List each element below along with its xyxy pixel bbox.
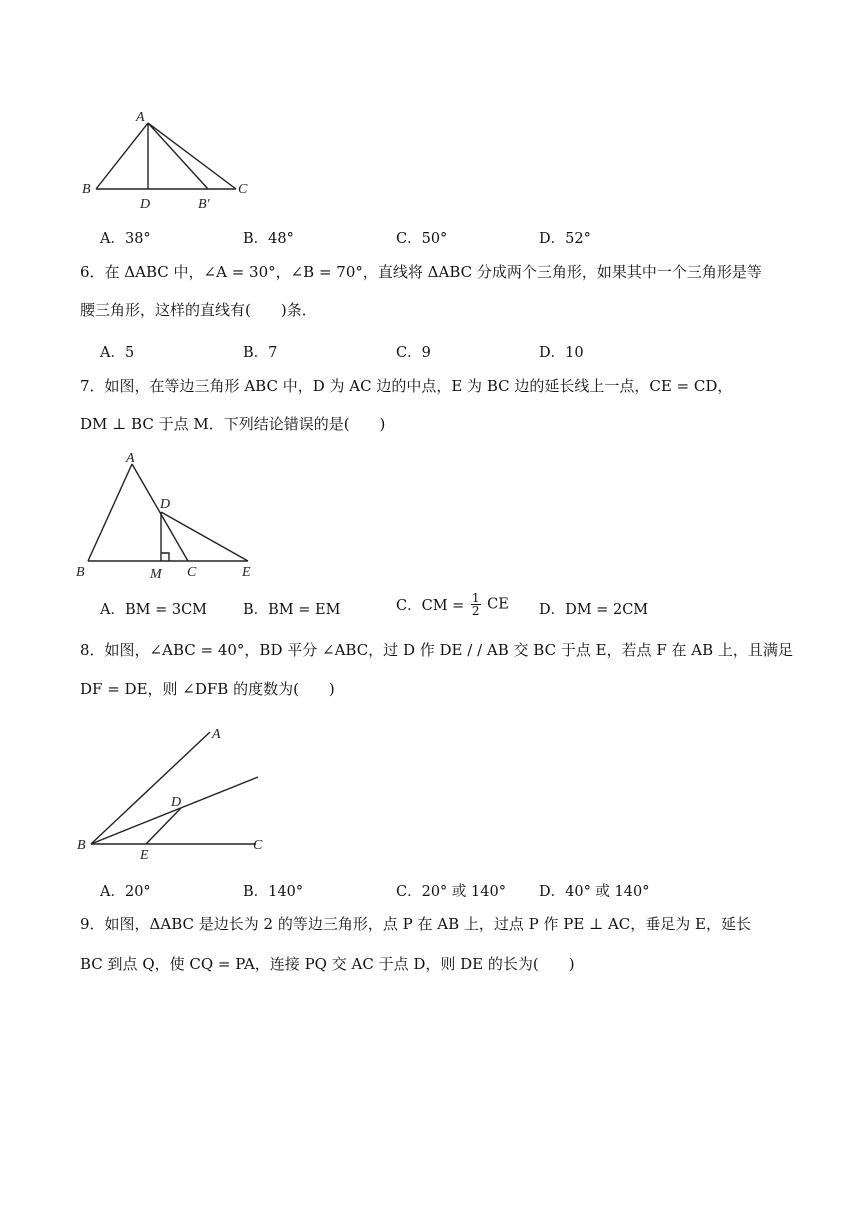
q9-stem-line1: 9．如图，ΔABC 是边长为 2 的等边三角形，点 P 在 AB 上，过点 P 作 PE ⊥ AC，垂足为 E，延长 [80,915,751,933]
q8-figure [70,720,280,865]
q8-option-b[interactable]: B．140° [243,884,304,900]
q6-option-a[interactable]: A．5 [100,345,135,361]
q8-label-a: A [212,727,221,742]
q5-label-d: D [140,197,151,212]
q8-stem-line2: DF = DE，则 ∠DFB 的度数为( ) [80,680,335,698]
q7-stem-line1: 7．如图，在等边三角形 ABC 中，D 为 AC 边的中点，E 为 BC 边的延长线上一点，CE = CD， [80,377,733,395]
q8-segment-de [146,808,181,844]
q6-option-b[interactable]: B．7 [243,345,278,361]
q8-stem-line1: 8．如图，∠ABC = 40°，BD 平分 ∠ABC，过 D 作 DE / / AB 交 BC 于点 E，若点 F 在 AB 上，且满足 [80,641,793,659]
q5-side-ac [148,123,236,189]
q5-option-d[interactable]: D．52° [539,231,591,247]
q6-stem-line2: 腰三角形，这样的直线有( )条． [80,301,317,319]
q7-label-b: B [76,565,85,580]
q5-segment-abp [148,123,208,189]
q8-label-c: C [253,838,263,853]
q7-option-c-fraction [471,592,481,617]
q7-label-m: M [150,567,162,582]
q5-figure [70,105,270,215]
q5-option-b[interactable]: B．48° [243,231,294,247]
q6-option-d[interactable]: D．10 [539,345,584,361]
q7-option-c[interactable] [396,592,509,617]
q6-option-c[interactable]: C．9 [396,345,431,361]
q5-label-bprime: B′ [198,197,210,212]
q5-side-ab [96,123,148,189]
q9-stem-line2: BC 到点 Q，使 CQ = PA，连接 PQ 交 AC 于点 D，则 DE 的长为( ) [80,955,575,973]
q8-label-b: B [77,838,86,853]
q7-right-angle-mark [161,553,169,561]
q6-stem-line1: 6．在 ΔABC 中，∠A = 30°，∠B = 70°，直线将 ΔABC 分成两个三角形，如果其中一个三角形是等 [80,263,762,281]
q7-option-c-prefix: C．CM = [396,598,465,614]
q5-label-c: C [238,182,248,197]
q8-label-d: D [171,795,182,810]
q5-option-c[interactable]: C．50° [396,231,448,247]
q7-option-c-denominator: 2 [471,604,480,618]
q7-figure [70,448,270,583]
q8-option-d[interactable]: D．40° 或 140° [539,884,650,900]
q8-ray-ba [91,732,210,844]
q7-option-c-suffix: CE [487,596,509,613]
q7-option-c-numerator: 1 [471,591,480,605]
q7-label-a: A [126,451,135,466]
q7-side-ab [88,464,132,561]
q7-option-d[interactable]: D．DM = 2CM [539,602,649,618]
q5-option-a[interactable]: A．38° [100,231,151,247]
q7-side-ac [132,464,188,561]
q8-label-e: E [140,848,149,863]
q7-label-e: E [242,565,251,580]
q7-label-d: D [160,497,171,512]
q5-label-b: B [82,182,91,197]
q8-ray-bd [91,777,258,844]
q7-label-c: C [187,565,197,580]
q7-option-b[interactable]: B．BM = EM [243,602,341,618]
q7-stem-line2: DM ⊥ BC 于点 M．下列结论错误的是( ) [80,415,386,433]
q7-option-a[interactable]: A．BM = 3CM [100,602,208,618]
q8-option-a[interactable]: A．20° [100,884,151,900]
q5-label-a: A [136,110,145,125]
q8-option-c[interactable]: C．20° 或 140° [396,884,506,900]
